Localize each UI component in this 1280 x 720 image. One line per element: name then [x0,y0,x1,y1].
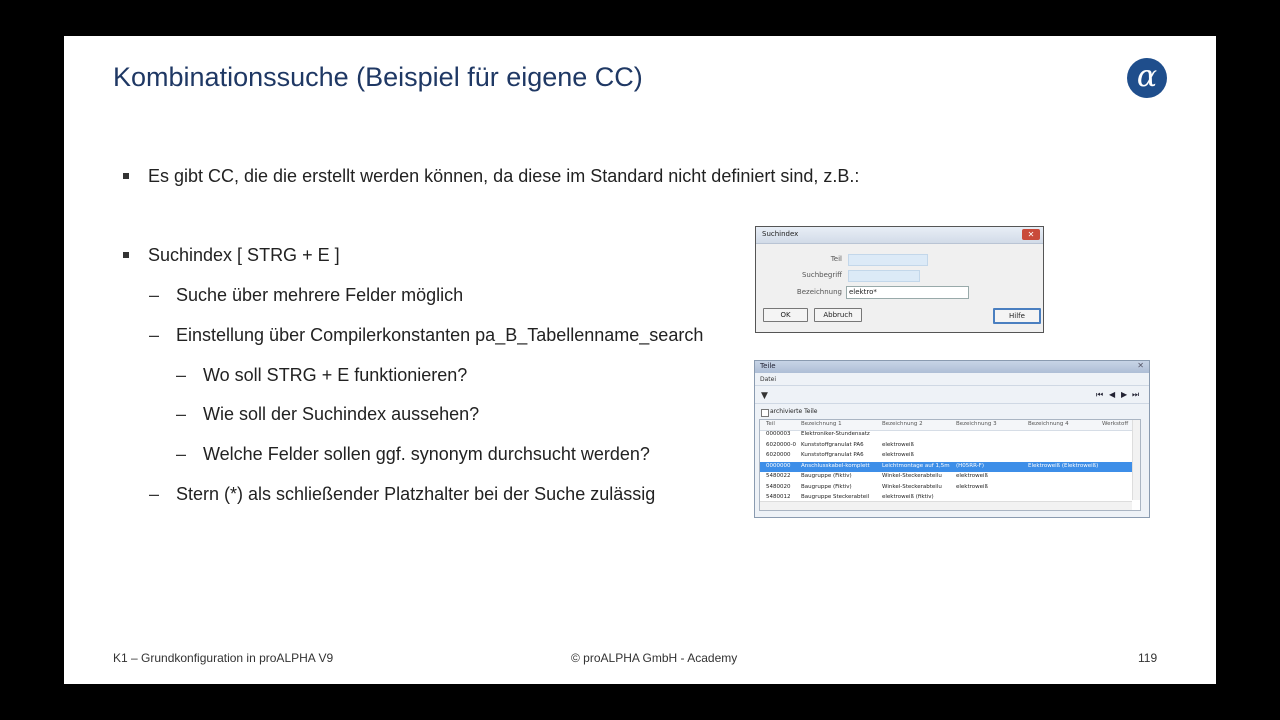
horizontal-scrollbar[interactable] [760,501,1132,510]
table-cell: 5480022 [766,473,791,479]
table-row[interactable] [760,462,1140,472]
table-cell: Kunststoffgranulat PA6 [801,452,864,458]
sub-item: Suche über mehrere Felder möglich [176,285,464,305]
dash-marker: – [176,365,187,385]
table-cell: Elektroweiß (Elektroweiß) [1028,462,1098,469]
table-cell: elektroweiß [882,441,915,448]
proalpha-logo-icon: α [1127,58,1167,98]
field-label: Bezeichnung [796,288,842,296]
first-record-icon[interactable]: ⏮ [1096,390,1104,399]
table-cell: elektroweiß [882,452,915,458]
help-button[interactable]: Hilfe [993,308,1041,324]
sub-item: Einstellung über Compilerkonstanten pa_B_Tabellenname_search [176,325,704,345]
window-titlebar [755,361,1149,373]
dash-marker: – [176,404,187,424]
table-cell: Baugruppe Steckerabteil [801,494,870,500]
table-cell: 5480020 [766,483,791,490]
teil-field[interactable] [848,254,928,266]
archived-checkbox[interactable] [761,409,769,417]
filter-icon[interactable]: ▼ [761,391,768,401]
table-cell: elektroweiß [956,483,989,490]
bullet-text: Es gibt CC, die die erstellt werden können, da diese im Standard nicht definiert sind, z.B.: [148,166,860,186]
suchbegriff-field[interactable] [848,270,920,282]
close-icon[interactable]: ✕ [1022,229,1040,240]
dialog-titlebar [756,227,1043,244]
column-header[interactable]: Bezeichnung 2 [882,421,923,427]
prev-record-icon[interactable]: ◀ [1109,390,1116,399]
table-row[interactable] [760,451,1140,461]
cancel-button[interactable]: Abbruch [814,308,862,322]
table-cell: Winkel-Steckerabteilu [882,473,942,479]
column-header[interactable]: Werkstoff [1102,421,1129,427]
table-cell: elektroweiß [956,473,989,479]
dialog-title: Suchindex [762,230,799,238]
column-header[interactable]: Bezeichnung 4 [1028,421,1069,427]
table-cell: 0000003 [766,431,791,437]
page-number: 119 [1138,651,1158,665]
teile-window [754,360,1150,518]
sub-sub-item: Wo soll STRG + E funktionieren? [203,365,468,385]
last-record-icon[interactable]: ⏭ [1132,390,1140,399]
table-cell: Elektroniker-Stundensatz [801,431,870,437]
table-cell: 6020000 [766,452,791,458]
column-header[interactable]: Bezeichnung 1 [801,421,842,427]
table-row[interactable] [760,472,1140,482]
field-label: Suchbegriff [801,271,842,279]
table-cell: elektroweiß (fiktiv) [882,494,934,500]
dash-marker: – [176,444,187,464]
archived-checkbox-label: archivierte Teile [770,408,818,415]
table-cell: Baugruppe (Fiktiv) [801,473,852,479]
table-cell: 0000000 [766,462,791,469]
dash-marker: – [149,484,160,504]
table-row[interactable] [760,430,1140,440]
bullet-text: Suchindex [ STRG + E ] [148,245,340,265]
table-cell: 6020000-0 [766,441,796,448]
column-header[interactable]: Bezeichnung 3 [956,421,997,427]
sub-sub-item: Wie soll der Suchindex aussehen? [203,404,480,424]
dash-marker: – [149,285,160,305]
field-label: Teil [830,255,842,263]
footer-center: © proALPHA GmbH - Academy [571,651,738,665]
vertical-scrollbar[interactable] [1132,420,1140,500]
bullet-marker [123,252,129,258]
close-icon[interactable]: ✕ [1137,361,1144,370]
slide-title: Kombinationssuche (Beispiel für eigene CC) [113,62,643,92]
divider [755,385,1149,386]
table-cell: (H05RR-F) [956,462,984,469]
menu-datei[interactable]: Datei [760,376,777,383]
window-title: Teile [760,362,776,370]
bezeichnung-field[interactable]: elektro* [846,286,969,299]
divider [755,403,1149,404]
table-cell: Kunststoffgranulat PA6 [801,441,864,448]
table-cell: Baugruppe (Fiktiv) [801,483,852,490]
sub-item: Stern (*) als schließender Platzhalter bei der Suche zulässig [176,484,656,504]
slide [64,36,1216,684]
table-cell: Anschlusskabel-komplett [801,462,870,469]
table-row[interactable] [760,441,1140,451]
ok-button[interactable]: OK [763,308,808,322]
parts-table [759,419,1141,511]
dash-marker: – [149,325,160,345]
table-row[interactable] [760,483,1140,493]
next-record-icon[interactable]: ▶ [1121,390,1128,399]
table-cell: Leichtmontage auf 1,5m [882,462,950,469]
table-cell: Winkel-Steckerabteilu [882,483,942,490]
column-header[interactable]: Teil [766,421,775,427]
sub-sub-item: Welche Felder sollen ggf. synonym durchsucht werden? [203,444,650,464]
suchindex-dialog [755,226,1044,333]
table-cell: 5480012 [766,494,791,500]
footer-left: K1 – Grundkonfiguration in proALPHA V9 [113,651,334,665]
bullet-marker [123,173,129,179]
